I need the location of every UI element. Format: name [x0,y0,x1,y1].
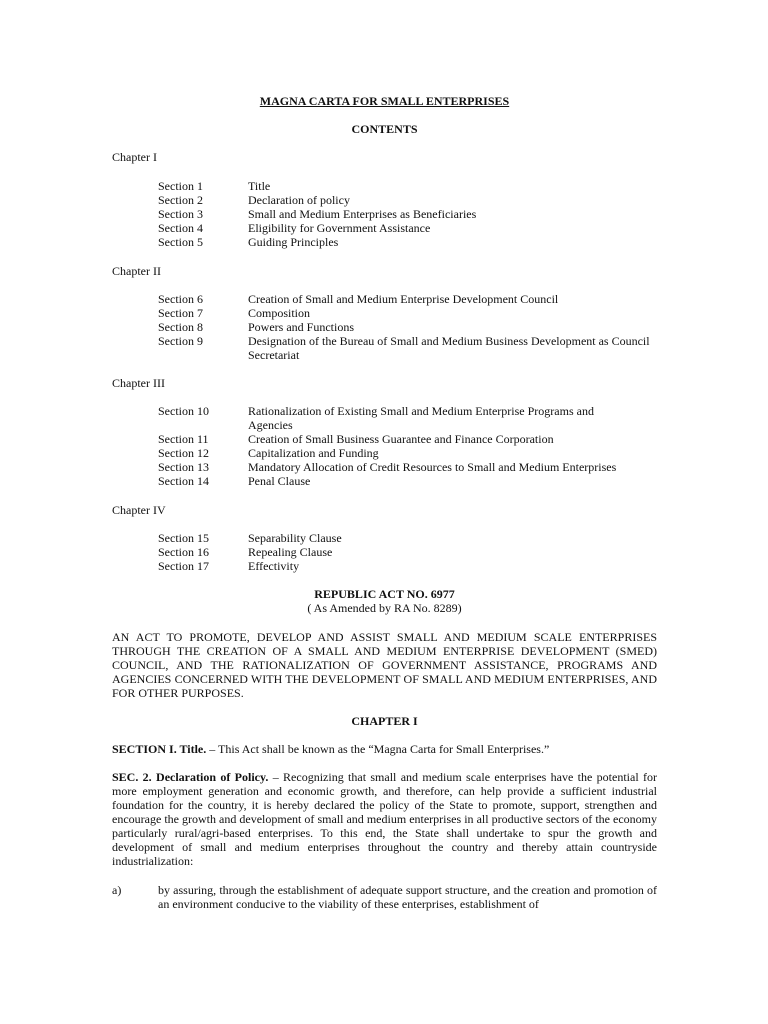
act-number: REPUBLIC ACT NO. 6977 [314,587,455,601]
section-2-paragraph [112,770,657,868]
toc-section-title: Penal Clause [248,474,311,488]
section-1-text: – This Act shall be known as the “Magna Carta for Small Enterprises.” [206,742,550,756]
chapter-heading: CHAPTER I [351,714,418,728]
toc-section-number: Section 8 [158,320,203,334]
toc-section-title: Declaration of policy [248,193,350,207]
toc-section-title: Designation of the Bureau of Small and Medium Business Development as Council Secretariat [248,334,650,362]
toc-section-number: Section 10 [158,404,209,418]
section-2-text: – Recognizing that small and medium scale enterprises have the potential for more employment generation and economic growth, and therefore, can help provide a sufficient industrial foundation for the country, it is hereby declared the policy of the State to promote, support, strengthen and encourage the growth and development of small and medium enterprises in all productive sectors of the economy particularly rural/agri-based enterprises. To this end, the State shall undertake to spur the growth and development of small and medium enterprises throughout the country and thereby attain countryside industrialization: [112,770,657,868]
toc-section-number: Section 11 [158,432,209,446]
toc-chapter-label: Chapter I [112,150,157,164]
toc-section-number: Section 16 [158,545,209,559]
list-item [112,883,657,911]
section-1-paragraph [112,742,657,756]
toc-section-title: Guiding Principles [248,235,339,249]
list-marker: a) [112,883,122,897]
toc-section-title: Rationalization of Existing Small and Medium Enterprise Programs and Agencies [248,404,594,432]
toc-section-title: Capitalization and Funding [248,446,379,460]
toc-section-number: Section 17 [158,559,209,573]
list-item-text: by assuring, through the establishment of adequate support structure, and the creation and promotion of an environment conducive to the viability of these enterprises, establishment of [158,883,657,911]
toc-section-number: Section 12 [158,446,209,460]
section-2-label: SEC. 2. Declaration of Policy. [112,770,269,784]
toc-section-title: Repealing Clause [248,545,333,559]
toc-chapter-label: Chapter IV [112,503,166,517]
toc-chapter-label: Chapter III [112,376,165,390]
act-description: AN ACT TO PROMOTE, DEVELOP AND ASSIST SMALL AND MEDIUM SCALE ENTERPRISES THROUGH THE CREATION OF A SMALL AND MEDIUM ENTERPRISE DEVELOPMENT (SMED) COUNCIL, AND THE RATIONALIZATION OF GOVERNMENT ASSISTANCE, PROGRAMS AND AGENCIES CONCERNED WITH THE DEVELOPMENT OF SMALL AND MEDIUM ENTERPRISES, AND FOR OTHER PURPOSES. [112,630,657,700]
toc-section-title: Composition [248,306,311,320]
amendment-note: ( As Amended by RA No. 8289) [307,601,462,615]
toc-section-title: Eligibility for Government Assistance [248,221,431,235]
toc-section-number: Section 13 [158,460,209,474]
toc-section-number: Section 3 [158,207,203,221]
section-1-label: SECTION I. Title. [112,742,207,756]
toc-section-number: Section 9 [158,334,203,348]
document-title: MAGNA CARTA FOR SMALL ENTERPRISES [259,94,510,108]
toc-section-number: Section 1 [158,179,203,193]
toc-section-number: Section 14 [158,474,209,488]
toc-section-number: Section 2 [158,193,203,207]
toc-section-title: Creation of Small and Medium Enterprise Development Council [248,292,559,306]
toc-chapter-label: Chapter II [112,264,161,278]
toc-section-number: Section 6 [158,292,203,306]
toc-section-title: Creation of Small Business Guarantee and Finance Corporation [248,432,554,446]
toc-section-number: Section 7 [158,306,203,320]
toc-section-number: Section 15 [158,531,209,545]
toc-section-title: Separability Clause [248,531,342,545]
toc-section-title: Effectivity [248,559,300,573]
toc-section-number: Section 5 [158,235,203,249]
toc-section-number: Section 4 [158,221,203,235]
toc-section-title: Small and Medium Enterprises as Beneficiaries [248,207,477,221]
toc-section-title: Mandatory Allocation of Credit Resources to Small and Medium Enterprises [248,460,617,474]
toc-section-title: Title [248,179,271,193]
toc-section-title: Powers and Functions [248,320,354,334]
contents-heading: CONTENTS [351,122,418,136]
